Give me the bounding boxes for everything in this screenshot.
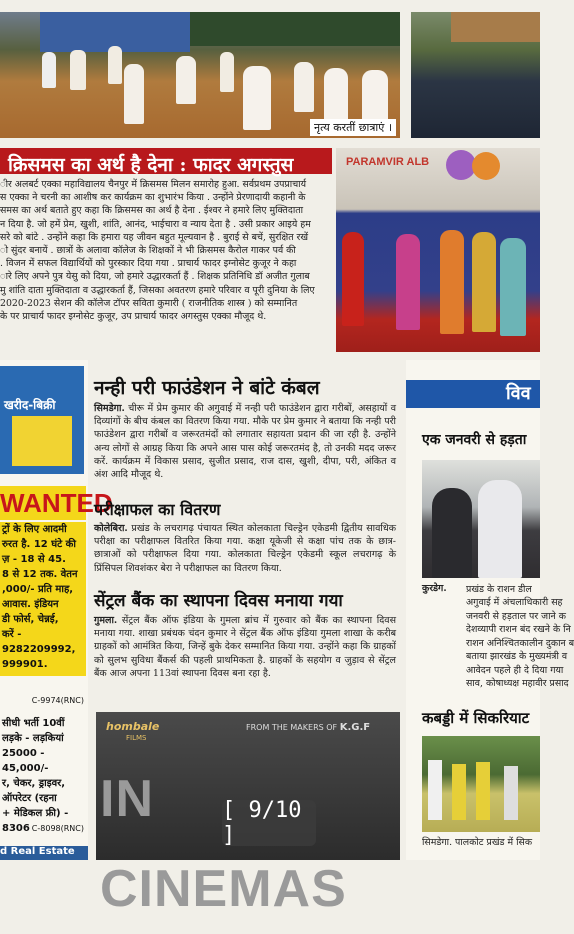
santa (342, 232, 364, 326)
player (452, 764, 466, 820)
wanted-line: 8 से 12 तक. वेतन (2, 569, 78, 580)
bharti-line: सीधी भर्ती 10वीं (2, 718, 65, 729)
right-line: जनवरी से हड़ताल पर जाने क (466, 610, 566, 622)
building (451, 12, 540, 42)
christmas-headline: क्रिसमस का अर्थ है देना : फादर अगस्तुस (0, 148, 332, 174)
tree-line (190, 12, 400, 46)
kabaddi-photo (422, 736, 540, 832)
wanted-line: ट्रों के लिए आदमी (2, 524, 67, 535)
player (428, 760, 442, 820)
performer (472, 232, 496, 332)
right-line: आवेदन पहले ही दे दिया गया (466, 664, 564, 676)
person-icon (12, 416, 72, 466)
article3-text: सेंट्रल बैंक ऑफ इंडिया के गुमला ब्रांच में गुरुवार को बैंक का स्थापना दिवस मनाया गया. शाखा प्रबंधक चंदन कुमार ने सेंट्रल बैंक ऑफ इंडिया गुमला शाखा के करीब ग्राहकों को आमंत्रित किया, जिन्हें बुके देकर सम्मानित किया गया. उन्होंने कहा कि ग्राहकों को सुलभ सुविधा बैंकर्स की पहली प्राथमिकता है. ग्राहकों के सहयोग व जुड़ाव से सेंट्रल बैंक आज अपना 113वां स्थापना दिवस बना रहा है. (94, 615, 396, 679)
dancer (42, 52, 56, 88)
kharid-title: खरीद-बिक्री (4, 398, 56, 412)
right-bottom-text: सिमडेगा. पालकोट प्रखंड में सिक (422, 837, 533, 848)
article1-dateline: सिमडेगा. (94, 403, 125, 414)
stage-photo (336, 148, 540, 352)
article1-headline: नन्ही परी फाउंडेशन ने बांटे कंबल (94, 377, 320, 399)
bharti-line: 25000 - 45,000/- (2, 748, 49, 774)
wanted-line: डी फोर्स, चेन्नई, (2, 614, 59, 625)
wanted-ad-body (0, 522, 86, 676)
hombale-logo: hombale (106, 720, 160, 733)
christmas-line: . विजन में सफल विद्यार्थियों को पुरस्कार दिया गया . प्राचार्य फादर इग्नोसेट कुजूर ने कहा (0, 258, 297, 270)
christmas-line: स एक्का ने चरनी का आशीष कर कार्यक्रम का शुभारंभ किया . उन्होंने प्रेरणादायी कहानी के (0, 192, 306, 204)
christmas-line: समस का अर्थ बताते हुए कहा कि क्रिसमस का अर्थ है देना . ईश्वर ने हमारे लिए मुक्तिदाता (0, 205, 304, 217)
bharti-line: लड़के - लड़कियां (2, 733, 64, 744)
right-line: साव, कोषाध्यक्ष महावीर प्रसाद (466, 678, 569, 689)
right-column (406, 360, 574, 860)
bharti-line: र, चेकर, ड्राइवर, (2, 778, 66, 789)
right-headline2: कबड्डी में सिकरियाट (422, 709, 530, 727)
performer (500, 238, 526, 336)
right-line: अगुवाई में अंचलाधिकारी सह (466, 597, 563, 608)
wanted-line: ,000/- प्रति माह, (2, 584, 74, 595)
makers-text (246, 722, 396, 734)
person (478, 480, 522, 578)
section-bar: विव (406, 380, 540, 408)
bharti-code: C-8098(RNC) (31, 824, 84, 833)
right-headline1: एक जनवरी से हड़ता (422, 432, 527, 448)
in-cinemas-title: IN CINEMAS (100, 770, 347, 918)
wanted-title: WANTED (0, 488, 113, 518)
dancer (176, 56, 196, 104)
right-line: देशव्यापी राशन बंद रखने के नि (466, 624, 571, 635)
bharti-line: + मेडिकल फ्री) - (2, 808, 69, 819)
wanted-line: आवास. इंडियन (2, 599, 59, 610)
right-dateline: कुरडेग. (422, 583, 447, 594)
article2-text: प्रखंड के लचरागढ़ पंचायत स्थित कोलकाता चिल्ड्रेन एकेडमी द्वितीय सावधिक परीक्षा का परीक्षाफल वितरित किया गया. कक्षा यूकेजी से कक्षा पांच तक के छात्र-छात्राओं को परीक्षाफल दिया गया. कोलकाता चिल्ड्रेन एकेडमी स्कूल लचरागढ़ के प्रिंसिपल शिवशंकर बेरा ने परीक्षाफल का वितरण किया. (94, 523, 396, 574)
right-line: राशन अनिश्चितकालीन दुकान ब (466, 637, 574, 649)
christmas-line: ारे लिए अपने पुत्र येसु को दिया, जो हमारे उद्धारकर्ता हैं . शिक्षक प्रतिनिधि डॉ अजीत गुलाब (0, 271, 310, 283)
wanted-line: रुरत है. 12 घंटे की (2, 539, 76, 550)
bharti-line: 8306 (2, 823, 30, 834)
article1-text: चीरू में प्रेम कुमार की अगुवाई में नन्ही परी फाउंडेशन द्वारा गरीबों, असहायों व दिव्यांगों के बीच कंबल का वितरण किया गया. मौके पर प्रेम कुमार ने बताया कि नन्ही परी फाउंडेशन द्वारा गरीबों व जरूरतमंदों को लगातार सहायता प्रदान की जा रही है. उन्होंने अन्य लोगों से आग्रह किया कि अपने आस पास कोई जरूरतमंद है, तो उनकी मदद जरूर करें. कार्यक्रम में विकास प्रसाद, सुजीत प्रसाद, राज दास, खुशी, दीपा, परी, अंकित व अंश आदि मौजूद थे. (94, 403, 396, 481)
article2-body (94, 522, 396, 584)
christmas-line: सरे को बांटे . उन्होंने कहा कि हमारा यह जीवन बहुत मूल्यवान है . बुराई से बचें, सुरक्षित रखें (0, 231, 309, 243)
article3-headline: सेंट्रल बैंक का स्थापना दिवस मनाया गया (94, 591, 343, 611)
player (504, 766, 518, 820)
christmas-body (0, 178, 334, 323)
article2-dateline: कोलेबिरा. (94, 523, 128, 534)
christmas-article (0, 178, 334, 348)
hombale-sub: FILMS (126, 734, 147, 742)
page-counter: [ 9/10 ] (222, 800, 316, 846)
people-photo (422, 460, 540, 578)
christmas-line: ो सुंदर बनायें . छात्रों के अलावा कॉलेज के शिक्षकों ने भी क्रिसमस कैरोल गाकर पर्व की (0, 245, 296, 257)
makers-label: FROM THE MAKERS OF (246, 723, 338, 732)
right-article-body (422, 582, 574, 702)
balloons (472, 152, 500, 180)
ads-footer: d Real Estate (0, 846, 88, 860)
article3-dateline: गुमला. (94, 615, 118, 626)
christmas-line: 2020-2023 सेशन की कॉलेज टॉपर सविता कुमारी ( राजनीतिक शास्त्र ) को सम्मानित (0, 297, 298, 309)
performer (396, 234, 420, 330)
wanted-line: करें - 9282209992, (2, 629, 76, 655)
dancer (243, 66, 271, 130)
right-lines (422, 583, 574, 691)
christmas-line: के पर प्राचार्य फादर इग्नोसेट कुजूर, उप प्राचार्य फादर अगस्तुस एक्का मौजूद थे. (0, 311, 267, 323)
article3-body (94, 614, 396, 706)
wanted-code: C-9974(RNC) (31, 696, 84, 705)
dance-photo (0, 12, 400, 138)
wanted-line: 999901. (2, 659, 48, 670)
kharid-box (0, 366, 84, 474)
photo-caption: नृत्य करतीं छात्राएं । (310, 119, 396, 136)
right-line: प्रखंड के राशन डील (466, 583, 532, 595)
crowd-photo (411, 12, 540, 138)
dancer (124, 64, 144, 124)
dancer (294, 62, 314, 112)
dancer (324, 68, 348, 126)
performer (440, 230, 464, 334)
christmas-line: मु शांति दाता मुक्तिदाता व उद्धारकर्ता हैं, जिसका अवतरण हमारे परिवार व पूरी दुनिया के लिए (0, 284, 315, 296)
dancer (108, 46, 122, 84)
bharti-line: ऑपरेटर (रहना (2, 793, 57, 804)
wanted-line: ज़ - 18 से 45. (2, 554, 66, 565)
middle-column (92, 360, 398, 710)
dancer (70, 50, 86, 90)
kgf-label: K.G.F (339, 722, 371, 733)
stage-banner: PARAMVIR ALB (346, 156, 430, 168)
person (432, 488, 472, 578)
player (476, 762, 490, 820)
article1-body (94, 402, 396, 494)
christmas-line: ीर अलबर्ट एक्का महाविद्यालय चैनपुर में क्रिसमस मिलन समारोह हुआ. सर्वप्रथम उपप्राचार्य (0, 179, 307, 190)
article2-headline: परीक्षाफल का वितरण (94, 500, 221, 519)
christmas-line: न दिया है. जो हमें प्रेम, खुशी, शांति, आनंद, भाईचारा व न्याय देता है . उसी प्रकार आइये हम (0, 218, 311, 230)
dancer (220, 52, 234, 92)
right-line: बताया झारखंड के मुख्यमंत्री व (466, 651, 568, 662)
